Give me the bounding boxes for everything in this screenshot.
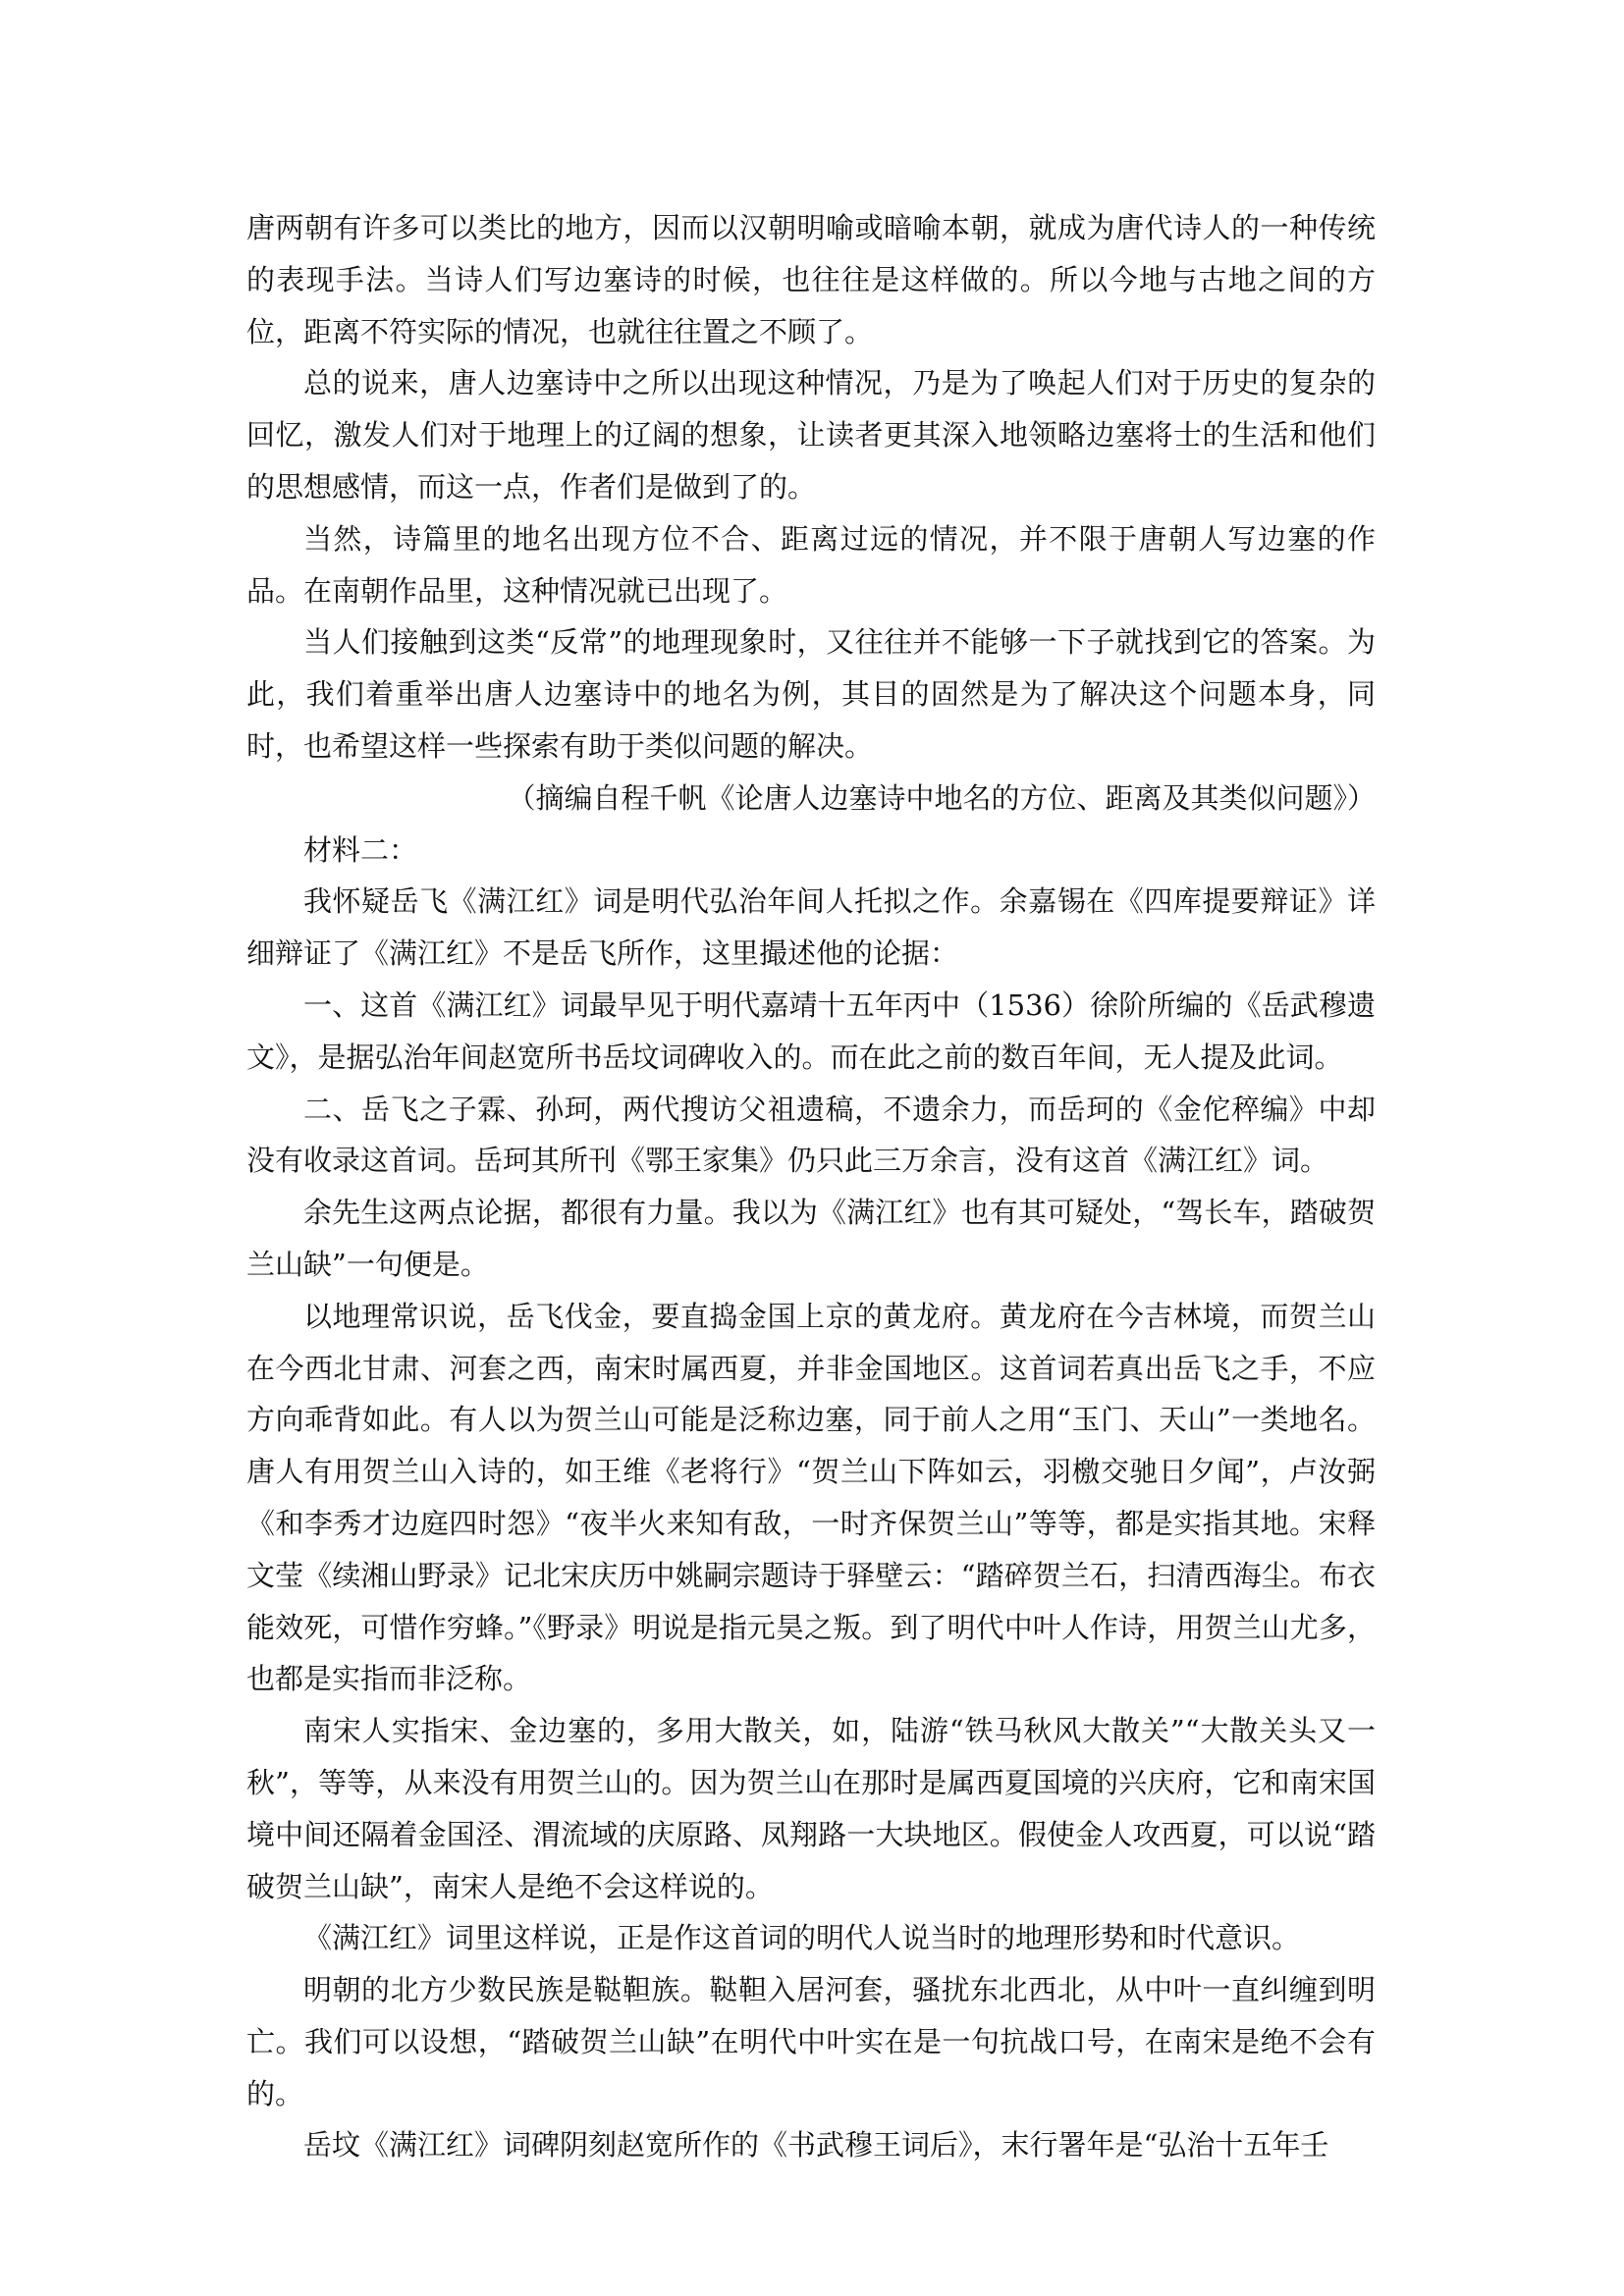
paragraph: 南宋人实指宋、金边塞的，多用大散关，如，陆游“铁马秋风大散关”“大散关头又一秋”，等等，从来没有用贺兰山的。因为贺兰山在那时是属西夏国境的兴庆府，它和南宋国境中间还隔着金国泾、渭流域的庆原路、凤翔路一大块地区。假使金人攻西夏，可以说“踏破贺兰山缺”，南宋人是绝不会这样说的。: [246, 1714, 1376, 1903]
paragraph: 当人们接触到这类“反常”的地理现象时，又往往并不能够一下子就找到它的答案。为此，我们着重举出唐人边塞诗中的地名为例，其目的固然是为了解决这个问题本身，同时，也希望这样一些探索有助于类似问题的解决。: [246, 625, 1376, 763]
section-heading-material-two: 材料二：: [303, 832, 418, 867]
paragraph: 岳坟《满江红》词碑阴刻赵宽所作的《书武穆王词后》，末行署年是“弘治十五年壬: [303, 2128, 1329, 2163]
paragraph: 总的说来，唐人边塞诗中之所以出现这种情况，乃是为了唤起人们对于历史的复杂的回忆，激发人们对于地理上的辽阔的想象，让读者更其深入地领略边塞将士的生活和他们的思想感情，而这一点，作者们是做到了的。: [246, 366, 1376, 504]
paragraph: 二、岳飞之子霖、孙珂，两代搜访父祖遗稿，不遗余力，而岳珂的《金佗稡编》中却没有收录这首词。岳珂其所刊《鄂王家集》仍只此三万余言，没有这首《满江红》词。: [246, 1092, 1376, 1178]
paragraph: 以地理常识说，岳飞伐金，要直捣金国上京的黄龙府。黄龙府在今吉林境，而贺兰山在今西北甘肃、河套之西，南宋时属西夏，并非金国地区。这首词若真出岳飞之手，不应方向乖背如此。有人以为贺兰山可能是泛称边塞，同于前人之用“玉门、天山”一类地名。唐人有用贺兰山入诗的，如王维《老将行》“贺兰山下阵如云，羽檄交驰日夕闻”，卢汝弼《和李秀才边庭四时怨》“夜半火来知有敌，一时齐保贺兰山”等等，都是实指其地。宋释文莹《续湘山野录》记北宋庆历中姚嗣宗题诗于驿壁云：“踏碎贺兰石，扫清西海尘。布衣能效死，可惜作穷蜂。”《野录》明说是指元昊之叛。到了明代中叶人作诗，用贺兰山尤多，也都是实指而非泛称。: [246, 1299, 1376, 1696]
paragraph: 唐两朝有许多可以类比的地方，因而以汉朝明喻或暗喻本朝，就成为唐代诗人的一种传统的表现手法。当诗人们写边塞诗的时候，也往往是这样做的。所以今地与古地之间的方位，距离不符实际的情况，也就往往置之不顾了。: [246, 211, 1376, 348]
document-body: [246, 202, 1376, 2171]
paragraph: 当然，诗篇里的地名出现方位不合、距离过远的情况，并不限于唐朝人写边塞的作品。在南朝作品里，这种情况就已出现了。: [246, 521, 1376, 608]
source-citation: （摘编自程千帆《论唐人边塞诗中地名的方位、距离及其类似问题》）: [507, 780, 1376, 815]
paragraph: 一、这首《满江红》词最早见于明代嘉靖十五年丙中（1536）徐阶所编的《岳武穆遗文》，是据弘治年间赵宽所书岳坟词碑收入的。而在此之前的数百年间，无人提及此词。: [246, 988, 1376, 1074]
paragraph: 我怀疑岳飞《满江红》词是明代弘治年间人托拟之作。余嘉锡在《四库提要辩证》详细辩证了《满江红》不是岳飞所作，这里撮述他的论据：: [246, 884, 1376, 971]
paragraph: 明朝的北方少数民族是鞑靼族。鞑靼入居河套，骚扰东北西北，从中叶一直纠缠到明亡。我们可以设想，“踏破贺兰山缺”在明代中叶实在是一句抗战口号，在南宋是绝不会有的。: [246, 1973, 1376, 2110]
paragraph: 余先生这两点论据，都很有力量。我以为《满江红》也有其可疑处，“驾长车，踏破贺兰山缺”一句便是。: [246, 1196, 1376, 1281]
paragraph: 《满江红》词里这样说，正是作这首词的明代人说当时的地理形势和时代意识。: [303, 1921, 1301, 1955]
